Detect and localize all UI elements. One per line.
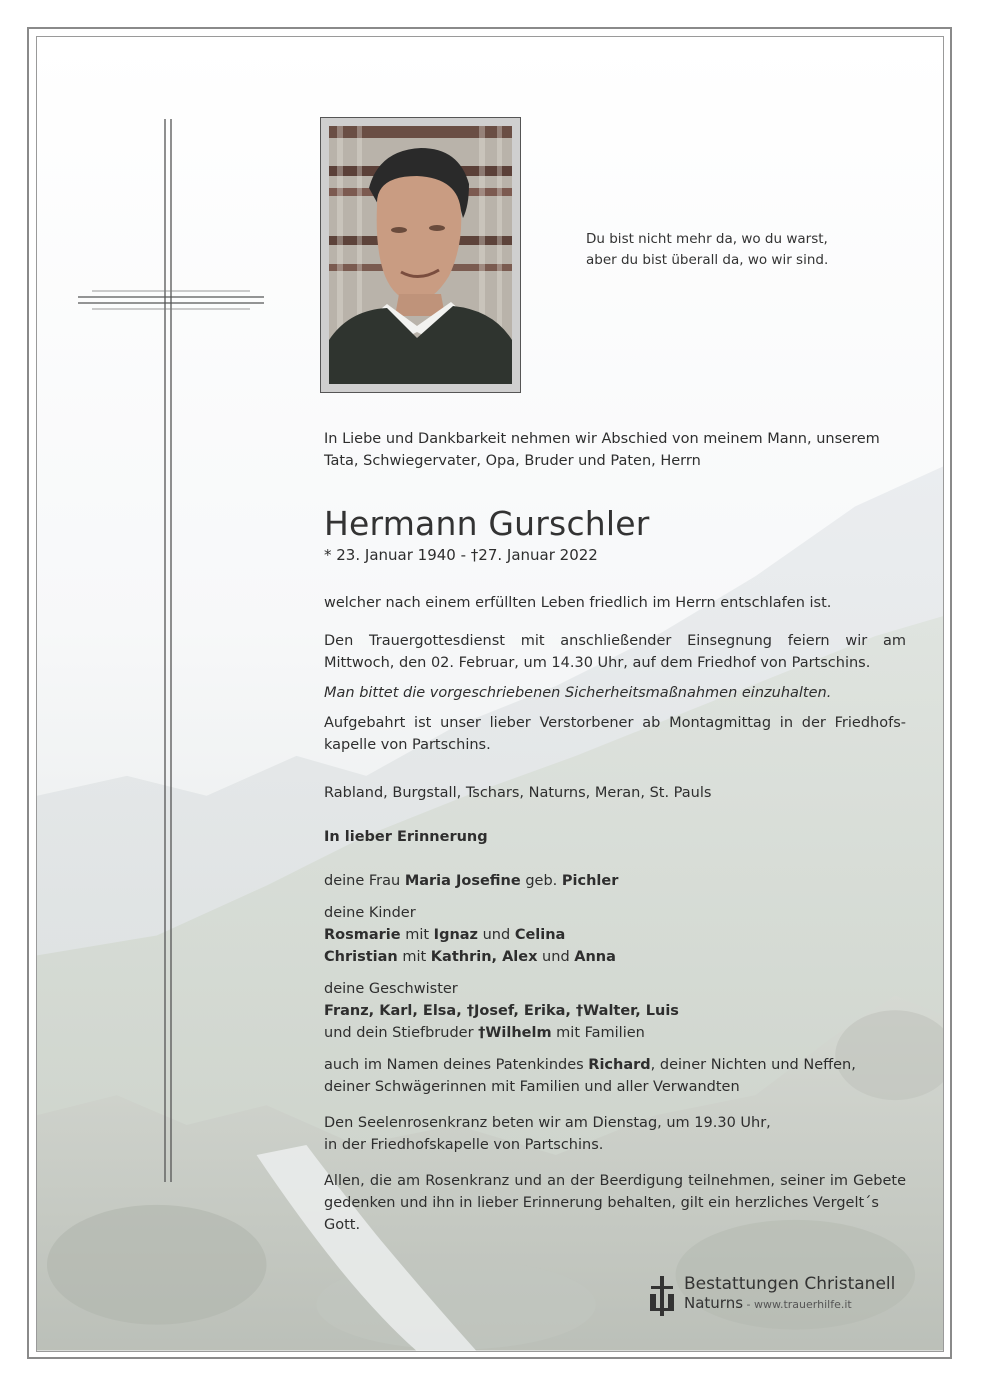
laid-out-text xyxy=(324,712,906,756)
memorial-quote xyxy=(586,229,846,271)
connector: und xyxy=(478,927,515,943)
cross-icon xyxy=(37,37,297,1217)
funeral-home-footer xyxy=(648,1274,918,1320)
grandchild-name: Celina xyxy=(514,927,566,943)
stepbrother-prefix: und dein Stiefbruder xyxy=(324,1025,479,1041)
godchild-prefix: auch im Namen deines Patenkindes xyxy=(324,1057,589,1073)
portrait-photo xyxy=(329,126,512,384)
intro-text xyxy=(324,428,906,472)
funeral-home-logo-icon xyxy=(648,1276,676,1316)
grandchild-name: Anna xyxy=(574,949,616,965)
website-link[interactable]: www.trauerhilfe.it xyxy=(754,1298,852,1311)
thanks-text xyxy=(324,1170,906,1236)
funeral-home-name: Bestattungen Christanell xyxy=(684,1274,896,1294)
portrait-photo-frame xyxy=(320,117,521,393)
wife-nee: geb. xyxy=(520,873,562,889)
child-name: Christian xyxy=(324,949,398,965)
funeral-home-town: Naturns xyxy=(684,1294,744,1312)
child-name: Rosmarie xyxy=(324,927,401,943)
intro-line: In Liebe und Dankbarkeit nehmen wir Abschied von meinem Mann, unserem xyxy=(324,431,880,447)
connector: und xyxy=(537,949,575,965)
connector: mit xyxy=(400,927,434,943)
godchild-line xyxy=(324,1054,906,1076)
stepbrother-line xyxy=(324,1022,906,1044)
wife-maiden-name: Pichler xyxy=(561,873,619,889)
siblings-section xyxy=(324,978,906,1044)
child-line xyxy=(324,946,906,968)
connector: mit xyxy=(397,949,431,965)
partner-name: Kathrin, Alex xyxy=(430,949,538,965)
stepbrother-suffix: mit Familien xyxy=(551,1025,645,1041)
thanks-line: gedenken und ihn in lieber Erinnerung behalten, gilt ein herzliches Vergelt´s Gott. xyxy=(324,1195,879,1233)
places-list: Rabland, Burgstall, Tschars, Naturns, Meran, St. Pauls xyxy=(324,785,712,801)
laid-out-line: Aufgebahrt ist unser lieber Verstorbener ab Montagmittag in der Friedhofs- xyxy=(324,715,906,731)
siblings-names: Franz, Karl, Elsa, †Josef, Erika, †Walter, Luis xyxy=(324,1003,679,1019)
also-section xyxy=(324,1054,906,1098)
separator: - xyxy=(743,1298,754,1311)
life-dates: * 23. Januar 1940 - †27. Januar 2022 xyxy=(324,546,598,564)
wife-name: Maria Josefine xyxy=(404,873,521,889)
rosary-line: in der Friedhofskapelle von Partschins. xyxy=(324,1137,604,1153)
deceased-name: Hermann Gurschler xyxy=(324,504,650,543)
wife-line xyxy=(324,870,906,892)
thanks-line: Allen, die am Rosenkranz und an der Beerdigung teilnehmen, seiner im Gebete xyxy=(324,1173,906,1189)
intro-line: Tata, Schwiegervater, Opa, Bruder und Paten, Herrn xyxy=(324,453,701,469)
godchild-suffix: , deiner Nichten und Neffen, xyxy=(650,1057,856,1073)
service-text xyxy=(324,630,906,674)
children-label: deine Kinder xyxy=(324,905,416,921)
stepbrother-name: †Wilhelm xyxy=(478,1025,552,1041)
service-line: Mittwoch, den 02. Februar, um 14.30 Uhr, auf dem Friedhof von Partschins. xyxy=(324,655,871,671)
rosary-text xyxy=(324,1112,906,1156)
quote-line: aber du bist überall da, wo wir sind. xyxy=(586,252,829,268)
child-line xyxy=(324,924,906,946)
funeral-home-location xyxy=(684,1294,852,1312)
portrait-illustration xyxy=(329,126,512,384)
siblings-label: deine Geschwister xyxy=(324,981,458,997)
memory-heading: In lieber Erinnerung xyxy=(324,829,488,845)
passed-text: welcher nach einem erfüllten Leben friedlich im Herrn entschlafen ist. xyxy=(324,595,832,611)
partner-name: Ignaz xyxy=(433,927,478,943)
wife-prefix: deine Frau xyxy=(324,873,405,889)
quote-line: Du bist nicht mehr da, wo du warst, xyxy=(586,231,828,247)
godchild-name: Richard xyxy=(588,1057,651,1073)
laid-out-line: kapelle von Partschins. xyxy=(324,737,491,753)
service-line: Den Trauergottesdienst mit anschließender Einsegnung feiern wir am xyxy=(324,633,906,649)
relatives-line: deiner Schwägerinnen mit Familien und aller Verwandten xyxy=(324,1079,740,1095)
safety-note: Man bittet die vorgeschriebenen Sicherheitsmaßnahmen einzuhalten. xyxy=(324,685,832,701)
rosary-line: Den Seelenrosenkranz beten wir am Dienstag, um 19.30 Uhr, xyxy=(324,1115,771,1131)
children-section xyxy=(324,902,906,968)
obituary-text xyxy=(324,428,906,1236)
